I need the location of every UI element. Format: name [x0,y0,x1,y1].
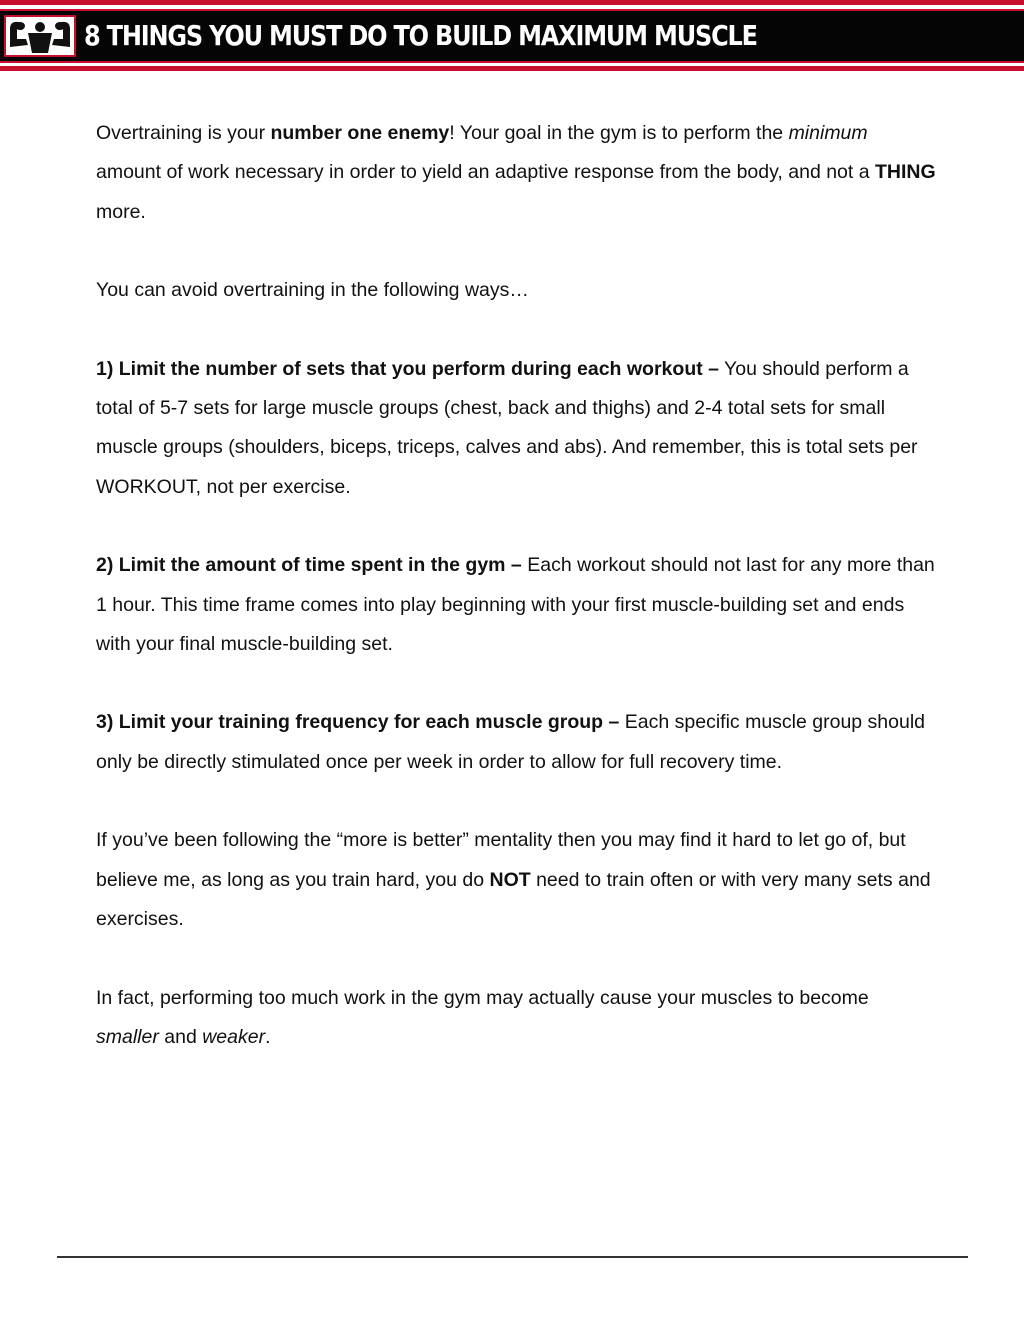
italic-word: smaller [96,1025,159,1048]
header-title: 8 THINGS YOU MUST DO TO BUILD MAXIMUM MUSCLE [84,19,757,53]
header-top-band [0,0,1024,5]
italic-word: minimum [788,122,868,144]
tip-heading: 1) Limit the number of sets that you perform during each workout – [96,357,719,380]
footer-divider [57,1256,968,1258]
page-header [0,9,1024,63]
tip-1-limit-sets: 1) Limit the number of sets that you perform during each workout – You should perform a total of 5-7 sets for large muscle groups (chest, back and thighs) and 2-4 total sets for small muscle groups (shoulders, biceps, triceps, calves and abs). And remember, this is total sets per WORKOUT, not per exercise. [96,357,918,498]
tip-2-limit-time: 2) Limit the amount of time spent in the gym – Each workout should not last for any more than 1 hour. This time frame comes into play beginning with your first muscle-building set and ends with your final muscle-building set. [96,554,935,655]
bold-phrase: number one enemy [270,122,450,144]
bold-word: THING [875,161,936,184]
bold-word: NOT [489,868,531,891]
tip-3-limit-frequency: 3) Limit your training frequency for each muscle group – Each specific muscle group should only be directly stimulated once per week in order to allow for full recovery time. [96,711,926,773]
tip-heading: 2) Limit the amount of time spent in the gym – [96,554,522,577]
header-bottom-band [0,66,1024,71]
paragraph-in-fact: In fact, performing too much work in the gym may actually cause your muscles to become smaller and weaker. [96,986,869,1048]
flexing-muscle-man-icon [4,15,76,57]
tip-heading: 3) Limit your training frequency for each muscle group – [96,711,620,734]
paragraph-overtraining-enemy: Overtraining is your number one enemy! Your goal in the gym is to perform the minimum amount of work necessary in order to yield an adaptive response from the body, and not a THING more. [96,122,936,223]
paragraph-more-is-better: If you’ve been following the “more is better” mentality then you may find it hard to let go of, but believe me, as long as you train hard, you do NOT need to train often or with very many sets and exercises. [96,829,931,930]
paragraph-intro-ways: You can avoid overtraining in the following ways… [96,279,529,302]
italic-word: weaker [202,1025,266,1048]
article-body [96,114,936,1096]
